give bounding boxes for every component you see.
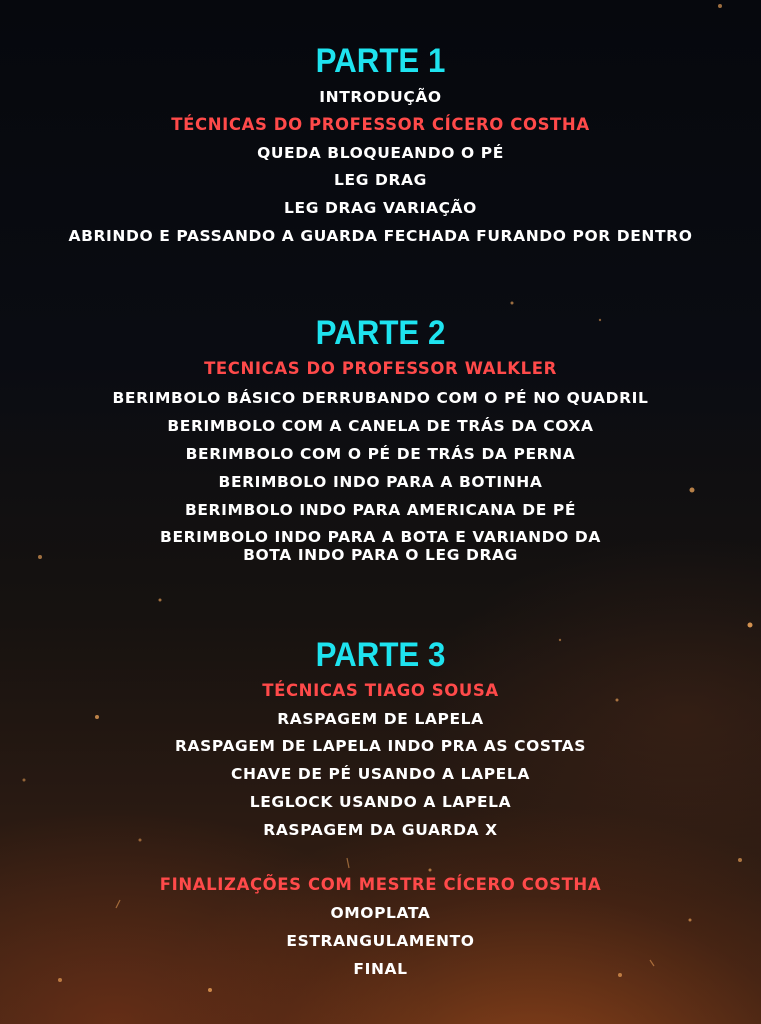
list-item: FINAL <box>353 960 408 978</box>
list-item: CHAVE DE PÉ USANDO A LAPELA <box>231 765 530 783</box>
list-item: BERIMBOLO BÁSICO DERRUBANDO COM O PÉ NO QUADRIL <box>112 389 649 407</box>
introducao-item: INTRODUÇÃO <box>319 88 442 106</box>
list-item: BOTA INDO PARA O LEG DRAG <box>243 546 518 564</box>
list-item: ABRINDO E PASSANDO A GUARDA FECHADA FURANDO POR DENTRO <box>68 227 693 245</box>
list-item: LEGLOCK USANDO A LAPELA <box>249 793 512 811</box>
list-item: LEG DRAG <box>334 171 427 189</box>
list-item: BERIMBOLO INDO PARA A BOTINHA <box>218 473 543 491</box>
list-item: RASPAGEM DE LAPELA INDO PRA AS COSTAS <box>175 737 586 755</box>
list-item: ESTRANGULAMENTO <box>286 932 475 950</box>
list-item: BERIMBOLO COM A CANELA DE TRÁS DA COXA <box>167 417 594 435</box>
list-item: QUEDA BLOQUEANDO O PÉ <box>257 144 504 162</box>
list-item: RASPAGEM DE LAPELA <box>277 710 484 728</box>
parte-1-title: PARTE 1 <box>315 42 446 80</box>
finalizacoes-title: FINALIZAÇÕES COM MESTRE CÍCERO COSTHA <box>159 875 602 894</box>
list-item: OMOPLATA <box>330 904 431 922</box>
parte-3-section-title: TÉCNICAS TIAGO SOUSA <box>262 681 499 700</box>
parte-2-title: PARTE 2 <box>315 314 446 352</box>
list-item: BERIMBOLO INDO PARA A BOTA E VARIANDO DA <box>160 528 601 546</box>
parte-3-title: PARTE 3 <box>315 636 446 674</box>
parte-2-section-title: TECNICAS DO PROFESSOR WALKLER <box>204 359 557 378</box>
parte-1-section-title: TÉCNICAS DO PROFESSOR CÍCERO COSTHA <box>171 115 590 134</box>
list-item: BERIMBOLO COM O PÉ DE TRÁS DA PERNA <box>185 445 576 463</box>
list-item: LEG DRAG VARIAÇÃO <box>284 199 477 217</box>
list-item: BERIMBOLO INDO PARA AMERICANA DE PÉ <box>184 501 577 519</box>
list-item: RASPAGEM DA GUARDA X <box>263 821 498 839</box>
